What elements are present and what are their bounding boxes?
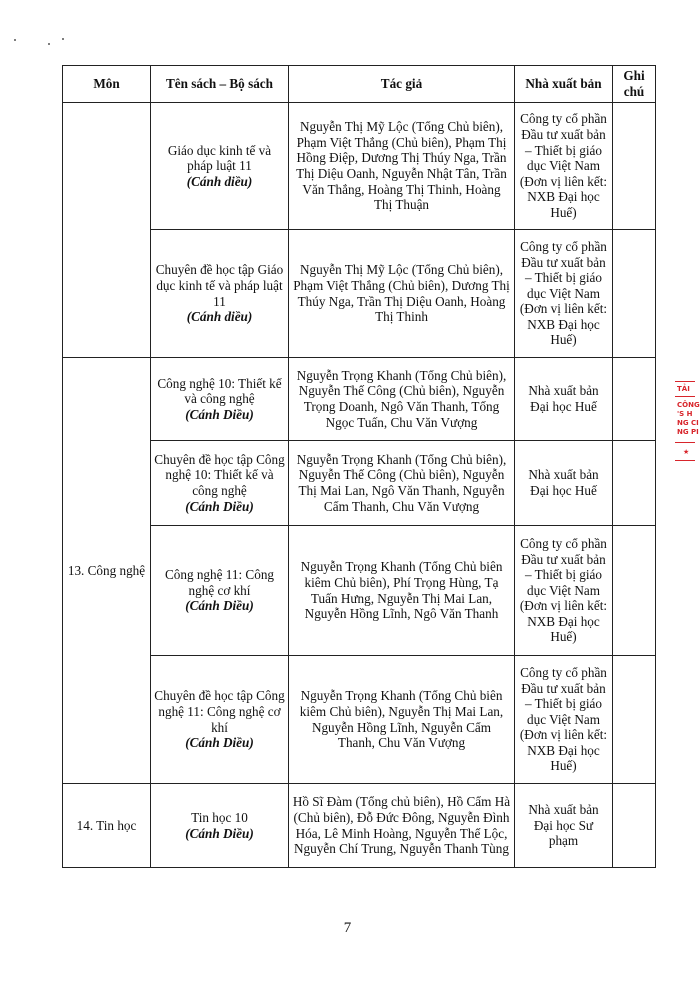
- book-series: (Cánh Diều): [185, 406, 254, 422]
- book-series: (Cánh diều): [186, 173, 253, 189]
- book-title: Chuyên đề học tập Công nghệ 10: Thiết kế và công nghệ: [154, 451, 285, 498]
- authors-cell: Nguyễn Trọng Khanh (Tổng Chủ biên kiêm Chủ biên), Nguyễn Thị Mai Lan, Nguyễn Hồng Lĩnh, Nguyễn Cẩm Thanh, Chu Văn Vượng: [289, 656, 515, 784]
- book-title: Công nghệ 11: Công nghệ cơ khí: [164, 567, 275, 598]
- book-title-cell: [151, 441, 289, 526]
- publisher-cell: Công ty cổ phần Đầu tư xuất bản – Thiết bị giáo dục Việt Nam (Đơn vị liên kết: NXB Đại học Huế): [515, 230, 613, 358]
- stamp-text: 'S H: [677, 410, 693, 418]
- table-row: [63, 103, 656, 230]
- book-series: (Cánh Diều): [185, 498, 254, 514]
- book-title-cell: [151, 526, 289, 656]
- book-series: (Cánh Diều): [185, 825, 254, 841]
- table-row: [63, 784, 656, 868]
- page-number: 7: [343, 920, 352, 936]
- authors-cell: Nguyễn Thị Mỹ Lộc (Tổng Chủ biên), Phạm Việt Thắng (Chủ biên), Dương Thị Thúy Nga, Trần Thị Diệu Oanh, Hoàng Thị Thinh: [289, 230, 515, 358]
- book-title: Chuyên đề học tập Công nghệ 11: Công nghệ cơ khí: [154, 688, 285, 735]
- publisher-cell: Công ty cổ phần Đầu tư xuất bản – Thiết bị giáo dục Việt Nam (Đơn vị liên kết: NXB Đại học Huế): [515, 103, 613, 230]
- note-cell: [613, 230, 656, 358]
- publisher-cell: Nhà xuất bản Đại học Huế: [515, 441, 613, 526]
- subject-cell: 14. Tin học: [63, 784, 151, 868]
- subject-cell: 13. Công nghệ: [63, 358, 151, 784]
- publisher-cell: Công ty cổ phần Đầu tư xuất bản – Thiết bị giáo dục Việt Nam (Đơn vị liên kết: NXB Đại học Huế): [515, 656, 613, 784]
- table-row: [63, 441, 656, 526]
- note-cell: [613, 656, 656, 784]
- stamp-star-icon: ★: [683, 448, 690, 456]
- authors-cell: Nguyễn Thị Mỹ Lộc (Tổng Chủ biên), Phạm Việt Thắng (Chủ biên), Phạm Thị Hồng Điệp, Dương Thị Thúy Nga, Trần Thị Diệu Oanh, Nguyễn Nhật Tân, Trần Văn Thắng, Hoàng Thị Thinh, Hoàng Thị Thuận: [289, 103, 515, 230]
- book-series: (Cánh diều): [186, 309, 253, 325]
- book-title-cell: [151, 656, 289, 784]
- scan-specks: [14, 38, 74, 48]
- table-row: [63, 526, 656, 656]
- book-title-cell: [151, 230, 289, 358]
- stamp-text: CÔNG: [677, 401, 700, 409]
- note-cell: [613, 103, 656, 230]
- note-cell: [613, 784, 656, 868]
- book-title: Tin học 10: [191, 809, 248, 825]
- book-title: Giáo dục kinh tế và pháp luật 11: [167, 142, 272, 174]
- header-ghi-chu: Ghi chú: [613, 66, 656, 103]
- red-seal-stamp: [673, 376, 700, 472]
- authors-cell: Hồ Sĩ Đàm (Tổng chủ biên), Hồ Cẩm Hà (Chủ biên), Đỗ Đức Đông, Nguyễn Đình Hóa, Lê Minh Hoàng, Nguyễn Thế Lộc, Nguyễn Chí Trung, Nguyễn Thanh Tùng: [289, 784, 515, 868]
- note-cell: [613, 526, 656, 656]
- table-row: [63, 358, 656, 441]
- book-series: (Cánh Diều): [185, 598, 254, 614]
- book-title-cell: [151, 103, 289, 230]
- authors-cell: Nguyễn Trọng Khanh (Tổng Chủ biên kiêm Chủ biên), Phí Trọng Hùng, Tạ Tuấn Hưng, Nguyễn Thị Mai Lan, Nguyễn Hồng Lĩnh, Ngô Văn Thanh: [289, 526, 515, 656]
- book-title-cell: [151, 358, 289, 441]
- header-tac-gia: Tác giả: [289, 66, 515, 103]
- header-mon: Môn: [63, 66, 151, 103]
- note-cell: [613, 358, 656, 441]
- table-header-row: [63, 66, 656, 103]
- table-row: [63, 230, 656, 358]
- stamp-text: NG CI: [677, 419, 699, 427]
- authors-cell: Nguyễn Trọng Khanh (Tổng Chủ biên), Nguyễn Thế Công (Chủ biên), Nguyễn Trọng Doanh, Ngô Văn Thanh, Tống Ngọc Tuấn, Chu Văn Vượng: [289, 358, 515, 441]
- authors-cell: Nguyễn Trọng Khanh (Tổng Chủ biên), Nguyễn Thế Công (Chủ biên), Nguyễn Thị Mai Lan, Ngô Văn Thanh, Nguyễn Cẩm Thanh, Chu Văn Vượng: [289, 441, 515, 526]
- publisher-cell: Nhà xuất bản Đại học Sư phạm: [515, 784, 613, 868]
- publisher-cell: Công ty cổ phần Đầu tư xuất bản – Thiết bị giáo dục Việt Nam (Đơn vị liên kết: NXB Đại học Huế): [515, 526, 613, 656]
- header-nxb: Nhà xuất bản: [515, 66, 613, 103]
- book-title-cell: [151, 784, 289, 868]
- book-title: Chuyên đề học tập Giáo dục kinh tế và pháp luật 11: [155, 262, 284, 309]
- note-cell: [613, 441, 656, 526]
- book-title: Công nghệ 10: Thiết kế và công nghệ: [157, 375, 282, 407]
- subject-cell-continued: [63, 103, 151, 358]
- header-ten-sach: Tên sách – Bộ sách: [151, 66, 289, 103]
- publisher-cell: Nhà xuất bản Đại học Huế: [515, 358, 613, 441]
- textbook-table: [62, 65, 656, 868]
- book-series: (Cánh Diều): [185, 735, 254, 751]
- stamp-text: TẢI: [677, 385, 690, 393]
- table-row: [63, 656, 656, 784]
- stamp-text: NG PI: [677, 428, 699, 436]
